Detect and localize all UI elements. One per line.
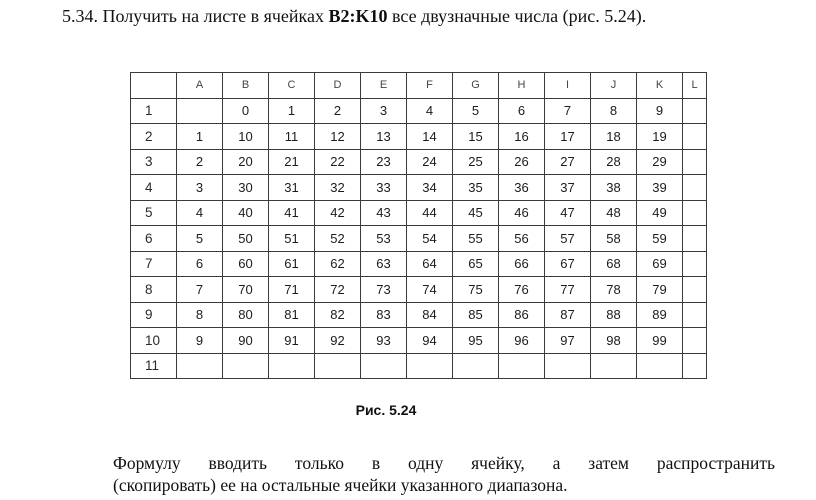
sheet-cell: 79 — [637, 277, 683, 303]
sheet-cell: 41 — [269, 200, 315, 226]
sheet-cell: 92 — [315, 328, 361, 354]
row-header: 9 — [131, 302, 177, 328]
sheet-cell — [683, 302, 707, 328]
sheet-cell: 81 — [269, 302, 315, 328]
sheet-cell: 56 — [499, 226, 545, 252]
column-header: C — [269, 73, 315, 99]
sheet-cell: 85 — [453, 302, 499, 328]
sheet-cell — [683, 175, 707, 201]
sheet-cell: 12 — [315, 124, 361, 150]
sheet-cell — [499, 353, 545, 379]
sheet-cell: 51 — [269, 226, 315, 252]
column-header: J — [591, 73, 637, 99]
sheet-cell — [269, 353, 315, 379]
sheet-cell: 5 — [453, 98, 499, 124]
column-header: H — [499, 73, 545, 99]
sheet-cell: 68 — [591, 251, 637, 277]
sheet-cell: 40 — [223, 200, 269, 226]
sheet-cell: 21 — [269, 149, 315, 175]
sheet-cell: 29 — [637, 149, 683, 175]
sheet-cell — [545, 353, 591, 379]
sheet-cell — [315, 353, 361, 379]
sheet-cell: 96 — [499, 328, 545, 354]
sheet-cell: 13 — [361, 124, 407, 150]
sheet-cell: 14 — [407, 124, 453, 150]
sheet-cell — [177, 98, 223, 124]
task-text-before: Получить на листе в ячейках — [102, 6, 325, 26]
sheet-cell: 72 — [315, 277, 361, 303]
task-text-after: все двузначные числа (рис. 5.24). — [392, 6, 647, 26]
sheet-cell: 59 — [637, 226, 683, 252]
sheet-cell: 63 — [361, 251, 407, 277]
instruction-line-2: (скопировать) ее на остальные ячейки указанного диапазона. — [113, 475, 568, 495]
sheet-cell: 32 — [315, 175, 361, 201]
sheet-row — [131, 251, 707, 277]
sheet-cell: 69 — [637, 251, 683, 277]
sheet-cell: 97 — [545, 328, 591, 354]
sheet-row — [131, 124, 707, 150]
sheet-cell: 45 — [453, 200, 499, 226]
row-header: 7 — [131, 251, 177, 277]
sheet-cell: 10 — [223, 124, 269, 150]
sheet-cell — [683, 124, 707, 150]
sheet-cell: 61 — [269, 251, 315, 277]
sheet-cell: 55 — [453, 226, 499, 252]
sheet-cell: 98 — [591, 328, 637, 354]
sheet-cell: 62 — [315, 251, 361, 277]
sheet-cell: 22 — [315, 149, 361, 175]
sheet-cell: 36 — [499, 175, 545, 201]
sheet-cell: 17 — [545, 124, 591, 150]
sheet-row — [131, 277, 707, 303]
sheet-cell — [683, 226, 707, 252]
sheet-cell: 20 — [223, 149, 269, 175]
sheet-cell: 1 — [177, 124, 223, 150]
row-header: 5 — [131, 200, 177, 226]
sheet-cell: 71 — [269, 277, 315, 303]
sheet-cell: 11 — [269, 124, 315, 150]
sheet-cell — [453, 353, 499, 379]
sheet-cell: 77 — [545, 277, 591, 303]
sheet-cell — [637, 353, 683, 379]
row-header: 10 — [131, 328, 177, 354]
sheet-row — [131, 328, 707, 354]
sheet-cell: 6 — [499, 98, 545, 124]
column-header: B — [223, 73, 269, 99]
sheet-cell: 35 — [453, 175, 499, 201]
row-header: 1 — [131, 98, 177, 124]
task-statement — [62, 6, 646, 27]
instruction-paragraph — [113, 452, 775, 496]
sheet-cell: 25 — [453, 149, 499, 175]
sheet-cell: 16 — [499, 124, 545, 150]
sheet-cell: 78 — [591, 277, 637, 303]
sheet-cell: 49 — [637, 200, 683, 226]
sheet-cell: 8 — [591, 98, 637, 124]
sheet-cell: 2 — [177, 149, 223, 175]
sheet-row — [131, 226, 707, 252]
sheet-cell: 70 — [223, 277, 269, 303]
row-header: 8 — [131, 277, 177, 303]
sheet-cell: 8 — [177, 302, 223, 328]
sheet-cell: 87 — [545, 302, 591, 328]
spreadsheet-figure — [130, 72, 707, 379]
sheet-cell: 47 — [545, 200, 591, 226]
sheet-row — [131, 353, 707, 379]
sheet-cell: 15 — [453, 124, 499, 150]
sheet-cell — [683, 98, 707, 124]
sheet-cell: 91 — [269, 328, 315, 354]
sheet-cell: 18 — [591, 124, 637, 150]
sheet-cell: 5 — [177, 226, 223, 252]
sheet-cell: 3 — [361, 98, 407, 124]
sheet-cell: 82 — [315, 302, 361, 328]
column-header: A — [177, 73, 223, 99]
column-header: F — [407, 73, 453, 99]
sheet-cell: 30 — [223, 175, 269, 201]
sheet-cell: 43 — [361, 200, 407, 226]
sheet-cell: 44 — [407, 200, 453, 226]
sheet-cell: 52 — [315, 226, 361, 252]
sheet-cell — [683, 200, 707, 226]
sheet-cell: 60 — [223, 251, 269, 277]
sheet-cell: 50 — [223, 226, 269, 252]
sheet-cell — [407, 353, 453, 379]
sheet-cell — [177, 353, 223, 379]
row-header: 4 — [131, 175, 177, 201]
sheet-cell: 86 — [499, 302, 545, 328]
sheet-cell: 37 — [545, 175, 591, 201]
sheet-cell — [223, 353, 269, 379]
sheet-cell: 39 — [637, 175, 683, 201]
sheet-cell: 90 — [223, 328, 269, 354]
column-header: K — [637, 73, 683, 99]
sheet-cell — [591, 353, 637, 379]
sheet-cell: 75 — [453, 277, 499, 303]
row-header: 6 — [131, 226, 177, 252]
sheet-cell: 73 — [361, 277, 407, 303]
sheet-cell: 65 — [453, 251, 499, 277]
sheet-cell: 3 — [177, 175, 223, 201]
column-header: E — [361, 73, 407, 99]
sheet-cell: 38 — [591, 175, 637, 201]
sheet-row — [131, 302, 707, 328]
sheet-cell: 46 — [499, 200, 545, 226]
sheet-cell: 93 — [361, 328, 407, 354]
sheet-cell: 54 — [407, 226, 453, 252]
sheet-cell: 67 — [545, 251, 591, 277]
sheet-row — [131, 98, 707, 124]
sheet-cell: 94 — [407, 328, 453, 354]
row-header: 3 — [131, 149, 177, 175]
instruction-line-1: Формулу вводить только в одну ячейку, а затем распространить — [113, 453, 775, 473]
sheet-cell: 42 — [315, 200, 361, 226]
sheet-cell: 4 — [407, 98, 453, 124]
sheet-cell: 34 — [407, 175, 453, 201]
sheet-cell: 9 — [177, 328, 223, 354]
column-header: G — [453, 73, 499, 99]
sheet-cell: 6 — [177, 251, 223, 277]
sheet-cell: 23 — [361, 149, 407, 175]
sheet-cell: 31 — [269, 175, 315, 201]
sheet-cell: 89 — [637, 302, 683, 328]
sheet-cell: 19 — [637, 124, 683, 150]
column-header: L — [683, 73, 707, 99]
task-number: 5.34. — [62, 6, 98, 26]
sheet-cell: 74 — [407, 277, 453, 303]
sheet-cell: 0 — [223, 98, 269, 124]
sheet-cell: 24 — [407, 149, 453, 175]
figure-caption — [0, 402, 816, 418]
sheet-cell: 7 — [177, 277, 223, 303]
task-range: B2:K10 — [328, 6, 388, 26]
sheet-cell: 7 — [545, 98, 591, 124]
sheet-cell: 4 — [177, 200, 223, 226]
row-header: 2 — [131, 124, 177, 150]
sheet-row — [131, 175, 707, 201]
sheet-row — [131, 149, 707, 175]
column-header-row — [131, 73, 707, 99]
sheet-cell: 27 — [545, 149, 591, 175]
sheet-row — [131, 200, 707, 226]
sheet-cell — [361, 353, 407, 379]
sheet-cell: 33 — [361, 175, 407, 201]
sheet-cell: 57 — [545, 226, 591, 252]
sheet-cell: 53 — [361, 226, 407, 252]
sheet-cell: 58 — [591, 226, 637, 252]
sheet-cell — [683, 251, 707, 277]
sheet-cell: 1 — [269, 98, 315, 124]
sheet-cell: 99 — [637, 328, 683, 354]
sheet-cell: 76 — [499, 277, 545, 303]
sheet-cell: 66 — [499, 251, 545, 277]
row-header: 11 — [131, 353, 177, 379]
sheet-corner-cell — [131, 73, 177, 99]
sheet-cell: 26 — [499, 149, 545, 175]
figure-caption-text: Рис. 5.24 — [355, 402, 417, 418]
column-header: D — [315, 73, 361, 99]
sheet-cell: 84 — [407, 302, 453, 328]
column-header: I — [545, 73, 591, 99]
sheet-cell: 88 — [591, 302, 637, 328]
sheet-cell — [683, 277, 707, 303]
sheet-cell — [683, 328, 707, 354]
sheet-cell: 48 — [591, 200, 637, 226]
sheet-cell: 80 — [223, 302, 269, 328]
sheet-cell: 2 — [315, 98, 361, 124]
sheet-cell — [683, 353, 707, 379]
sheet-cell — [683, 149, 707, 175]
sheet-cell: 95 — [453, 328, 499, 354]
sheet-cell: 83 — [361, 302, 407, 328]
sheet-cell: 64 — [407, 251, 453, 277]
sheet-cell: 9 — [637, 98, 683, 124]
sheet-cell: 28 — [591, 149, 637, 175]
